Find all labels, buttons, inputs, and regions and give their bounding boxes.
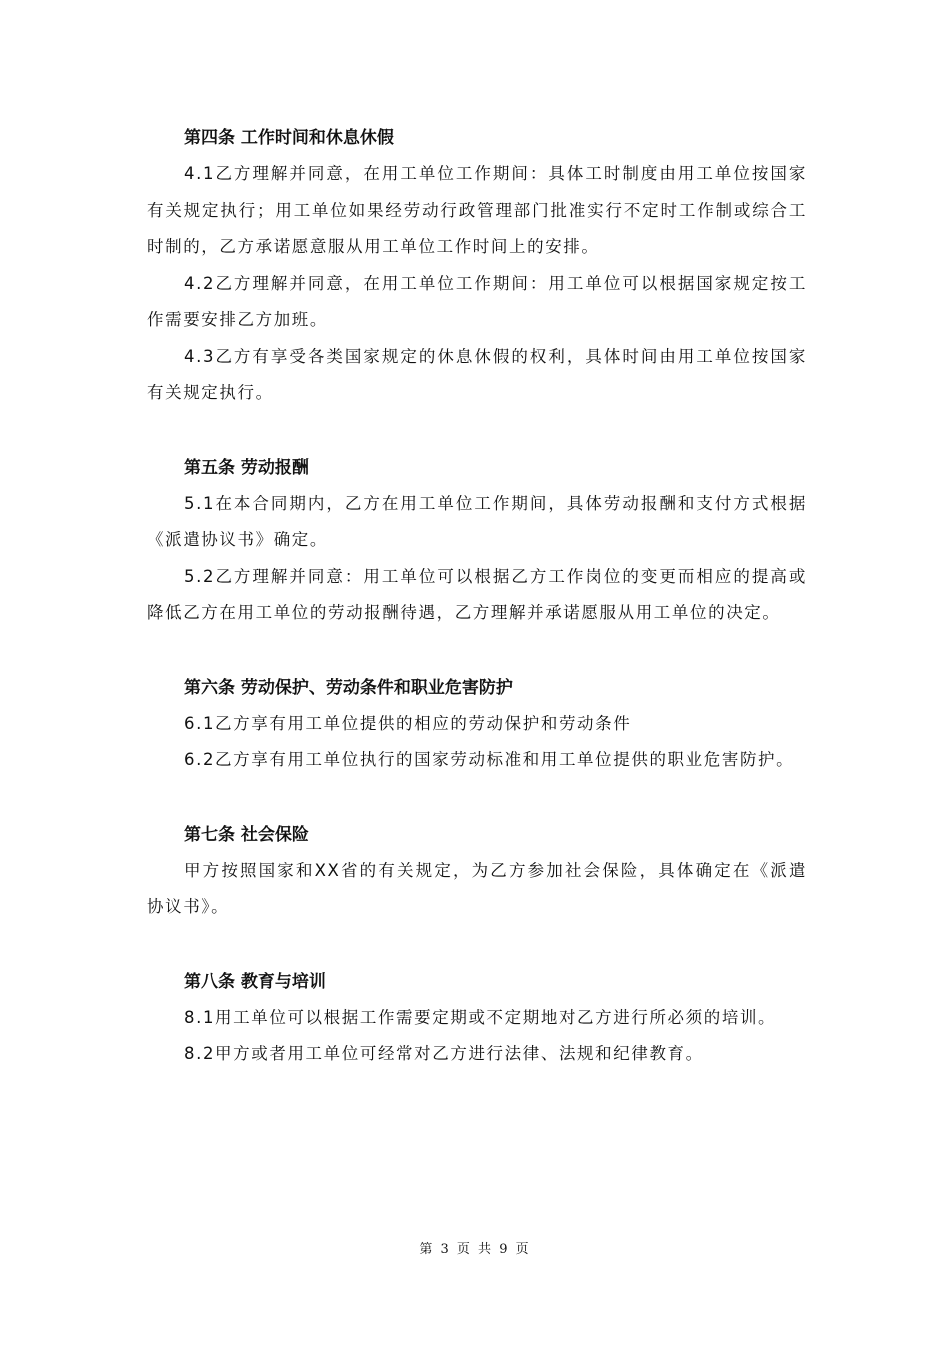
paragraph: 甲方按照国家和XX省的有关规定，为乙方参加社会保险，具体确定在《派遣协议书》。 xyxy=(147,860,807,916)
section-heading: 第六条 劳动保护、劳动条件和职业危害防护 xyxy=(184,677,513,698)
section-article-5 xyxy=(147,450,807,632)
section-article-6 xyxy=(147,670,807,779)
document-body xyxy=(147,120,807,1111)
section-heading: 第七条 社会保险 xyxy=(184,824,309,845)
paragraph: 5.1在本合同期内，乙方在用工单位工作期间，具体劳动报酬和支付方式根据《派遣协议书》确定。 xyxy=(147,493,807,549)
section-heading: 第八条 教育与培训 xyxy=(184,971,326,992)
paragraph: 4.1乙方理解并同意，在用工单位工作期间：具体工时制度由用工单位按国家有关规定执行；用工单位如果经劳动行政管理部门批准实行不定时工作制或综合工时制的，乙方承诺愿意服从用工单位工作时间上的安排。 xyxy=(147,164,807,256)
paragraph: 8.1用工单位可以根据工作需要定期或不定期地对乙方进行所必须的培训。 xyxy=(184,1007,777,1027)
paragraph: 8.2甲方或者用工单位可经常对乙方进行法律、法规和纪律教育。 xyxy=(184,1044,704,1063)
paragraph: 4.2乙方理解并同意，在用工单位工作期间：用工单位可以根据国家规定按工作需要安排乙方加班。 xyxy=(147,273,807,329)
section-article-4 xyxy=(147,120,807,412)
paragraph: 4.3乙方有享受各类国家规定的休息休假的权利，具体时间由用工单位按国家有关规定执行。 xyxy=(147,346,807,402)
paragraph: 6.1乙方享有用工单位提供的相应的劳动保护和劳动条件 xyxy=(184,713,632,733)
paragraph: 5.2乙方理解并同意：用工单位可以根据乙方工作岗位的变更而相应的提高或降低乙方在用工单位的劳动报酬待遇，乙方理解并承诺愿服从用工单位的决定。 xyxy=(147,566,807,622)
section-article-8 xyxy=(147,964,807,1073)
section-heading: 第四条 工作时间和休息休假 xyxy=(184,128,394,148)
page-number-footer: 第 3 页 共 9 页 xyxy=(419,1242,531,1257)
section-heading: 第五条 劳动报酬 xyxy=(184,457,309,478)
section-article-7 xyxy=(147,817,807,926)
paragraph: 6.2乙方享有用工单位执行的国家劳动标准和用工单位提供的职业危害防护。 xyxy=(184,750,795,769)
